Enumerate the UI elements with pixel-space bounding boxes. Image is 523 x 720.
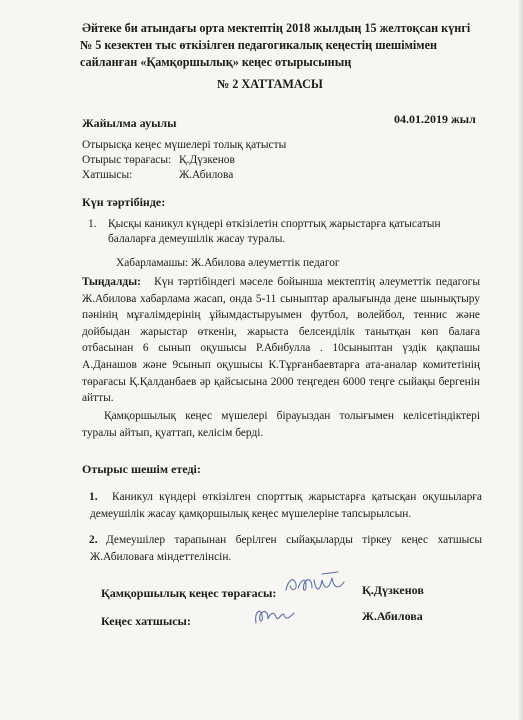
decision-2-number: 2. [89,534,98,546]
sign-secretary-name: Ж.Абилова [362,609,423,623]
secretary-label: Хатшысы: [82,169,133,181]
listened-paragraph [82,274,480,407]
page-edge-shadow [517,0,523,720]
decision-2-text: Демеушілер тарапынан берілген сыйақыларды тіркеу кеңес хатшысы Ж.Абиловаға міндеттелінсін. [90,534,482,563]
attendance: Отырысқа кеңес мүшелері толық қатысты [82,139,287,151]
agenda-item-line-1: Қысқы каникул күндері өткізілетін спорттық жарыстарға қатысатын [108,218,441,230]
document-title: № 2 ХАТТАМАСЫ [217,77,323,91]
header-line-2: № 5 кезектен тыс өткізілген педагогикалық кеңестің шешімімен [80,38,438,52]
sign-chair-label: Қамқоршылық кеңес төрағасы: [101,586,277,600]
agenda-title: Күн тәртібінде: [82,195,166,209]
listened-text: Күн тәртібіндегі мәселе бойынша мектептің әлеуметтік педагогы Ж.Абилова хабарлама жасап, онда 5-11 сыныптар аралығында дене шынықтыру пәнінің мұғалімдерінің ұйымдастыруымен футбол, волейбол, теннис және дойбыдан жарыстар өткенін, жарыста белсенділік танытқан көп балаға отбасынан 6 сынып оқушысы Р.Абибулла . 10сыныптан үздік қақпашы А.Данашов және 9сынып оқушысы К.Тұрғанбаевтарға ата-аналар комитетінің төрағасы Қ.Қалданбаев әр қайсысына 2000 теңгеден 6000 теңге сыйақы бергенін айтты. [82,276,481,405]
speaker: Хабарламашы: Ж.Абилова әлеуметтік педагог [116,257,340,269]
agenda-item-number: 1. [88,218,97,230]
decision-title: Отырыс шешім етеді: [82,462,201,476]
secretary-name: Ж.Абилова [179,169,234,181]
council-paragraph: Қамқоршылық кеңес мүшелері бірауыздан толығымен келісетіндіктері туралы айтып, қуаттап, келісім берді. [82,410,480,439]
sign-chair-name: Қ.Дүзкенов [362,583,424,597]
chair-signature [282,570,356,598]
decision-1-number: 1. [89,491,98,503]
date: 04.01.2019 жыл [394,112,476,126]
sign-secretary-label: Кеңес хатшысы: [101,614,191,628]
place: Жайылма ауылы [82,116,177,130]
listened-label: Тыңдалды: [82,276,141,288]
agenda-item-line-2: балаларға демеушілік жасау туралы. [108,233,286,245]
header-line-3: сайланған «Қамқоршылық» кеңес отырысының [80,55,352,69]
chair-label: Отырыс төрағасы: [82,154,172,166]
chair-name: Қ.Дүзкенов [179,154,235,166]
decision-1-text: Каникул күндері өткізілген спорттық жарыстарға қатысқан оқушыларға демеушілік жасау қамқоршылық кеңес мүшелеріне тапсырылсын. [90,491,482,520]
secretary-signature [250,603,300,627]
header-line-1: Әйтеке би атындағы орта мектептің 2018 жылдың 15 желтоқсан күнгі [82,21,471,35]
